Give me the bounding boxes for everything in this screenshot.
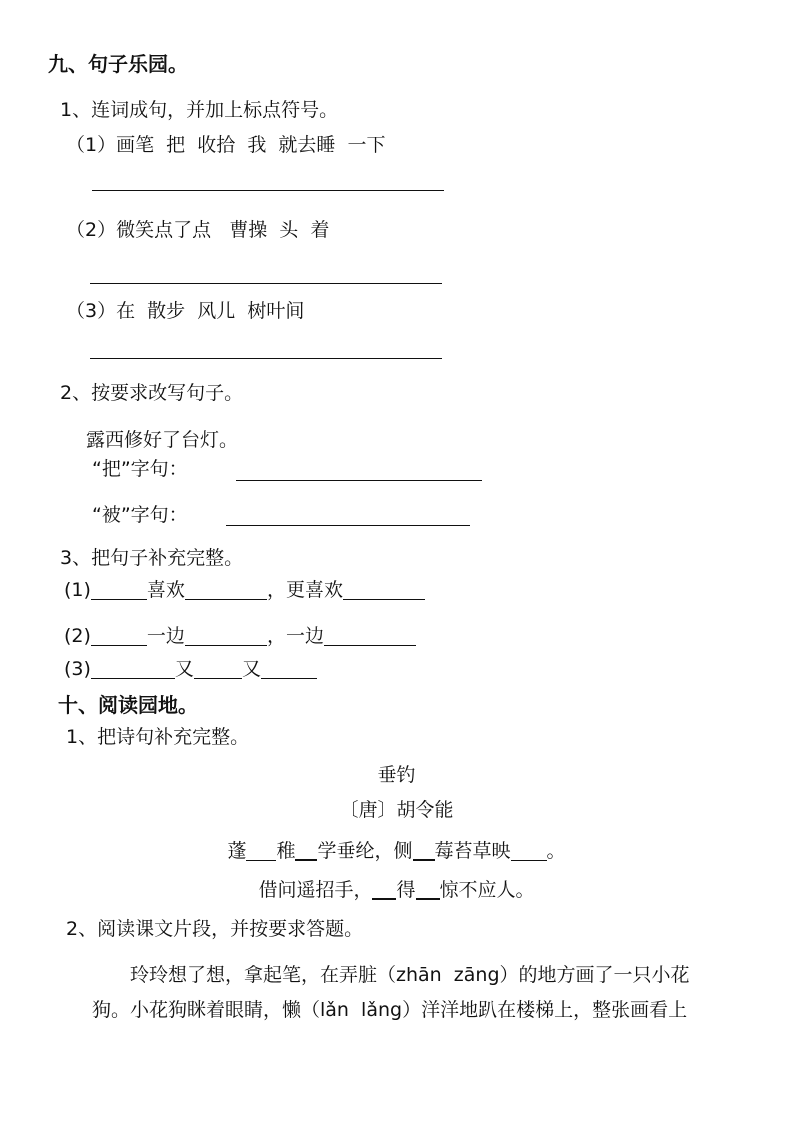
poem-line-1-part-2: 稚	[276, 840, 296, 862]
q3-row-3-a: 又	[174, 658, 194, 680]
poem-line-1-part-4: 莓苔草映	[434, 840, 511, 862]
q1-item-1: （1）画笔 把 收拾 我 就去睡 一下	[66, 134, 386, 156]
blank[interactable]	[91, 579, 147, 600]
blank[interactable]	[194, 658, 242, 679]
q3-row-3-num: (3)	[64, 658, 91, 680]
poem-line-1-part-1: 蓬	[227, 840, 247, 862]
blank[interactable]	[511, 840, 547, 861]
q2-sentence: 露西修好了台灯。	[86, 429, 239, 451]
answer-line-3[interactable]	[90, 358, 442, 359]
s10-q1-title: 1、把诗句补充完整。	[66, 726, 250, 748]
poem-line-1-part-5: 。	[546, 840, 566, 862]
poem-line-1-part-3: 学垂纶，侧	[317, 840, 413, 862]
ba-sentence-line[interactable]	[236, 480, 482, 481]
s10-q2-title: 2、阅读课文片段，并按要求答题。	[66, 918, 364, 940]
passage-line-2: 狗。小花狗眯着眼睛，懒（lǎn lǎng）洋洋地趴在楼梯上，整张画看上	[92, 999, 688, 1021]
q3-row-3	[64, 657, 317, 681]
blank[interactable]	[91, 625, 147, 646]
poem-author: 〔唐〕胡令能	[339, 799, 454, 821]
poem-title: 垂钓	[377, 764, 416, 786]
blank[interactable]	[261, 658, 317, 679]
q2-title: 2、按要求改写句子。	[60, 382, 244, 404]
q1-item-3: （3）在 散步 风儿 树叶间	[66, 300, 305, 322]
q3-row-1	[64, 578, 425, 602]
poem-line-2	[0, 878, 793, 902]
blank[interactable]	[343, 579, 425, 600]
poem-line-2-part-2: 得	[396, 879, 416, 901]
blank[interactable]	[372, 878, 396, 900]
q3-row-2-a: 一边	[146, 625, 185, 647]
q3-row-2	[64, 624, 416, 648]
answer-line-1[interactable]	[92, 190, 444, 191]
poem-line-2-part-1: 借问遥招手，	[258, 879, 373, 901]
blank[interactable]	[185, 579, 267, 600]
q3-row-1-num: (1)	[64, 579, 91, 601]
poem-line-2-part-3: 惊不应人。	[439, 879, 535, 901]
q3-row-1-b: ，更喜欢	[266, 579, 343, 601]
blank[interactable]	[324, 625, 416, 646]
q1-item-2: （2）微笑点了点 曹操 头 着	[66, 219, 330, 241]
poem-line-1	[0, 839, 793, 863]
blank[interactable]	[295, 839, 317, 861]
q3-row-2-num: (2)	[64, 625, 91, 647]
answer-line-2[interactable]	[90, 283, 442, 284]
q3-row-3-b: 又	[241, 658, 261, 680]
q1-title: 1、连词成句，并加上标点符号。	[60, 99, 339, 121]
section9-title: 九、句子乐园。	[48, 52, 188, 76]
q3-title: 3、把句子补充完整。	[60, 547, 244, 569]
blank[interactable]	[246, 840, 276, 861]
blank[interactable]	[91, 658, 175, 679]
q3-row-1-a: 喜欢	[146, 579, 185, 601]
bei-sentence-line[interactable]	[226, 525, 470, 526]
q3-row-2-b: ，一边	[266, 625, 324, 647]
ba-sentence-label: “把”字句：	[92, 458, 188, 480]
section10-title: 十、阅读园地。	[58, 693, 198, 717]
blank[interactable]	[185, 625, 267, 646]
passage-line-1: 玲玲想了想，拿起笔，在弄脏（zhān zāng）的地方画了一只小花	[130, 964, 690, 986]
bei-sentence-label: “被”字句：	[92, 504, 188, 526]
blank[interactable]	[413, 839, 435, 861]
blank[interactable]	[416, 878, 440, 900]
